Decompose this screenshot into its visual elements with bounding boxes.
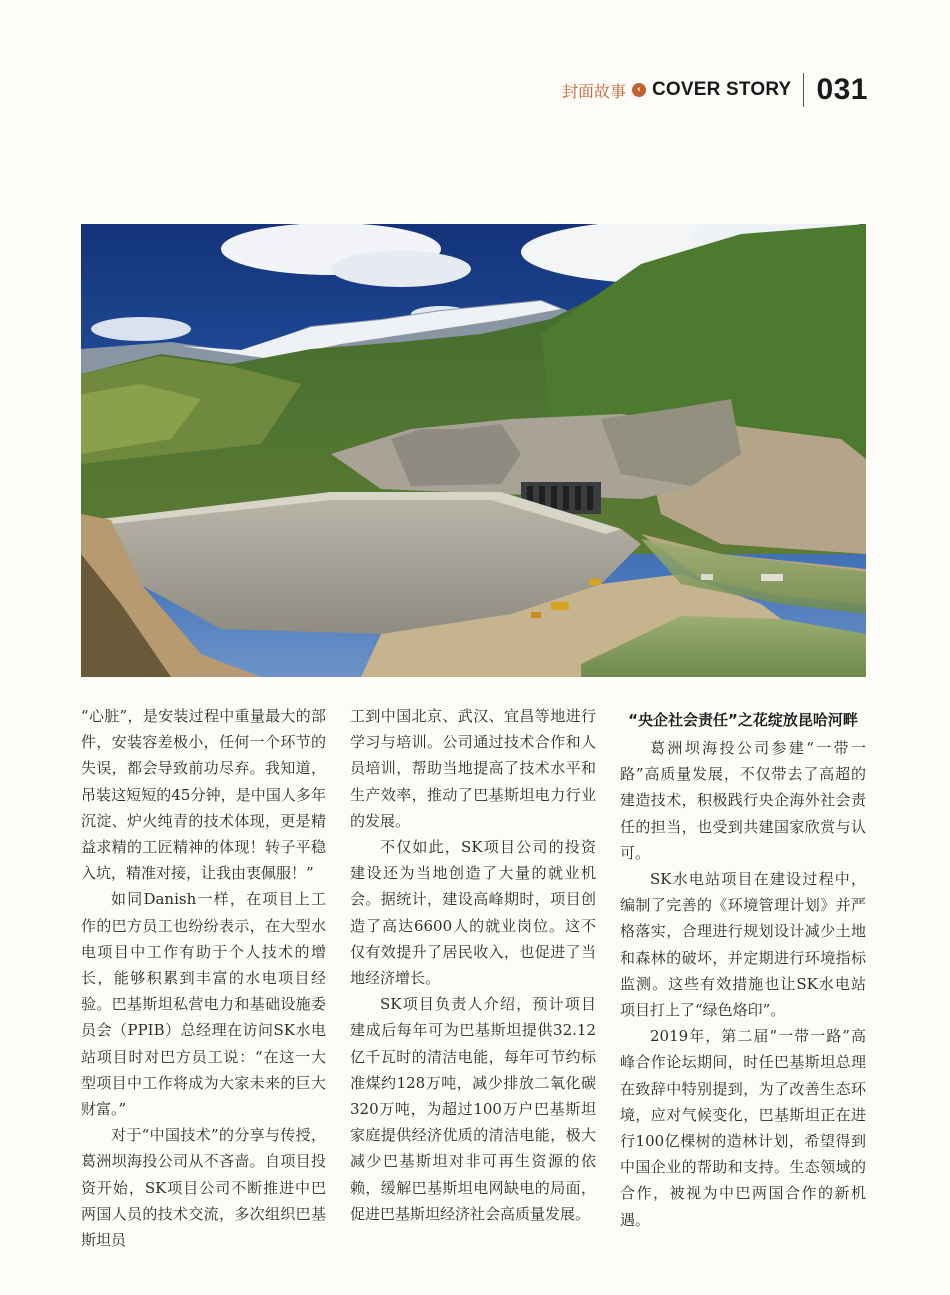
paragraph: SK项目负责人介绍，预计项目建成后每年可为巴基斯坦提供32.12亿千瓦时的清洁电能，每年可节约标准煤约128万吨，减少排放二氧化碳320万吨，为超过100万户巴基斯坦家庭提供经济优质的清洁电能，极大减少巴基斯坦对非可再生资源的依赖，缓解巴基斯坦电网缺电的局面，促进巴基斯坦经济社会高质量发展。 xyxy=(350,995,596,1223)
paragraph: “心脏”，是安装过程中重量最大的部件，安装容差极小，任何一个环节的失误，都会导致前功尽弃。我知道，吊装这短短的45分钟，是中国人多年沉淀、炉火纯青的技术体现，更是精益求精的工匠精神的体现！转子平稳入坑，精准对接，让我由衷佩服！” xyxy=(81,707,326,883)
paragraph: 如同Danish一样，在项目上工作的巴方员工也纷纷表示，在大型水电项目中工作有助于个人技术的增长，能够积累到丰富的水电项目经验。巴基斯坦私营电力和基础设施委员会（PPIB）总经理在访问SK水电站项目时对巴方员工说：“在这一大型项目中工作将成为大家未来的巨大财富。” xyxy=(81,890,326,1119)
article-column-2 xyxy=(350,703,596,1227)
paragraph: 工到中国北京、武汉、宜昌等地进行学习与培训。公司通过技术合作和人员培训，帮助当地提高了技术水平和生产效率，推动了巴基斯坦电力行业的发展。 xyxy=(350,707,596,830)
chevron-left-icon: ‹ xyxy=(632,83,646,97)
header-divider xyxy=(803,73,804,107)
paragraph: 葛洲坝海投公司参建“一带一路”高质量发展，不仅带去了高超的建造技术，积极践行央企海外社会责任的担当，也受到共建国家欣赏与认可。 xyxy=(620,739,866,862)
page-header xyxy=(562,72,868,108)
section-label-en: COVER STORY xyxy=(651,79,792,100)
section-heading: “央企社会责任”之花绽放昆哈河畔 xyxy=(628,711,858,729)
page-number: 031 xyxy=(816,73,868,106)
dam-photo xyxy=(81,224,866,677)
article-column-1 xyxy=(81,703,326,1253)
dam-photo-illustration xyxy=(81,224,866,677)
paragraph: 2019年，第二届“一带一路”高峰合作论坛期间，时任巴基斯坦总理在致辞中特别提到，为了改善生态环境，应对气候变化，巴基斯坦正在进行100亿棵树的造林计划，希望得到中国企业的帮助和支持。生态领域的合作，被视为中巴两国合作的新机遇。 xyxy=(620,1027,866,1229)
paragraph: 不仅如此，SK项目公司的投资建设还为当地创造了大量的就业机会。据统计，建设高峰期时，项目创造了高达6600人的就业岗位。这不仅有效提升了居民收入，也促进了当地经济增长。 xyxy=(350,838,596,988)
article-column-3 xyxy=(620,707,866,1233)
paragraph: SK水电站项目在建设过程中，编制了完善的《环境管理计划》并严格落实，合理进行规划设计减少土地和森林的破坏，并定期进行环境指标监测。这些有效措施也让SK水电站项目打上了“绿色烙印”。 xyxy=(620,870,866,1020)
section-label-cn: 封面故事 xyxy=(561,81,626,101)
paragraph: 对于“中国技术”的分享与传授，葛洲坝海投公司从不吝啬。自项目投资开始，SK项目公司不断推进中巴两国人员的技术交流，多次组织巴基斯坦员 xyxy=(81,1126,326,1250)
